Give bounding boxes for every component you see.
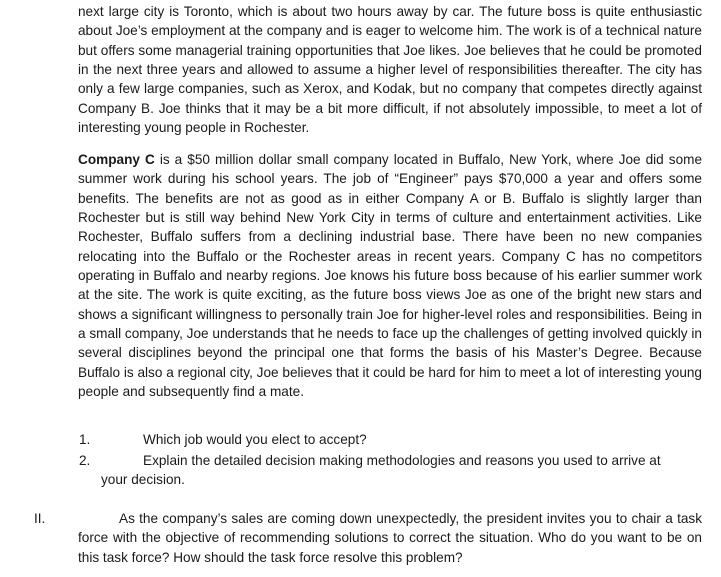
question-2-continuation: your decision. (101, 472, 185, 487)
paragraph-company-c (78, 150, 702, 401)
question-2-text: Explain the detailed decision making methodologies and reasons you used to arrive at (143, 453, 661, 468)
company-c-body: is a $50 million dollar small company located in Buffalo, New York, where Joe did some summer work during his school years. The job of “Engineer” pays $70,000 a year and offers some benefits. The benefits are not as good as in either Company A or B. Buffalo is slightly larger than Rochester but is still way behind New York City in terms of culture and entertainment activities. Like Rochester, Buffalo suffers from a declining industrial base. There have been no new companies relocating into the Buffalo or the Rochester areas in recent years. Company C has no competitors operating in Buffalo and nearby regions. Joe knows his future boss because of his earlier summer work at the site. The work is quite exciting, as the future boss views Joe as one of the bright new stars and shows a significant willingness to personally train Joe for higher-level roles and responsibilities. Being in a small company, Joe understands that he needs to face up the challenges of getting involved quickly in several disciplines beyond the principal one that forms the basis of his Master’s Degree. Because Buffalo is also a regional city, Joe believes that it could be hard for him to meet a lot of interesting young people and subsequently find a mate. (78, 152, 703, 400)
paragraph-company-b-continuation: next large city is Toronto, which is about two hours away by car. The future boss is quite enthusiastic about Joe’s employment at the company and is eager to welcome him. The work is of a technical nature but offers some managerial training opportunities that Joe likes. Joe believes that he could be promoted in the next three years and allowed to assume a higher level of responsibilities thereafter. The city has only a few large companies, such as Xerox, and Kodak, but no company that competes directly against Company B. Joe thinks that it may be a bit more difficult, if not absolutely impossible, to meet a lot of interesting young people in Rochester. (78, 4, 702, 136)
section-2-text: As the company’s sales are coming down unexpectedly, the president invites you to chair a task force with the objective of recommending solutions to correct the situation. Who do you want to be on this task force? How should the task force resolve this problem? (78, 511, 702, 565)
question-2-number: 2. (79, 453, 91, 468)
company-c-heading: Company C (78, 152, 155, 167)
section-2-number: II. (34, 511, 46, 526)
question-1-text: Which job would you elect to accept? (143, 432, 367, 447)
question-1-number: 1. (79, 432, 91, 447)
